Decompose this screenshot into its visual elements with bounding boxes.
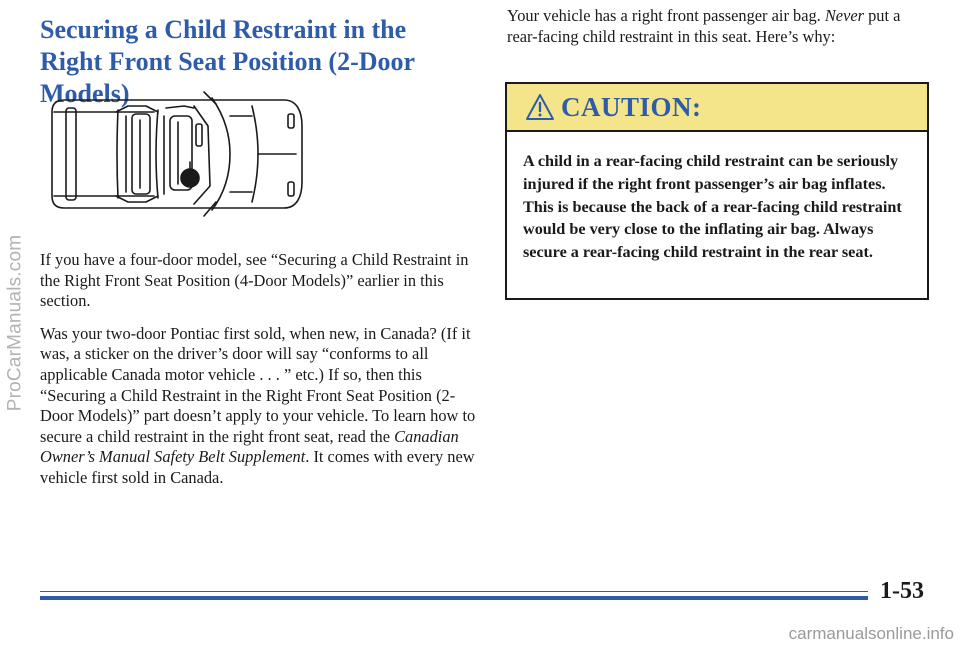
canada-note <box>40 324 482 489</box>
footer-rule-thick <box>40 596 868 600</box>
page-number: 1-53 <box>880 578 924 604</box>
caution-header <box>507 84 927 132</box>
bottom-watermark: carmanualsonline.info <box>788 624 954 643</box>
side-watermark <box>2 8 28 638</box>
warning-triangle-icon <box>525 93 555 121</box>
air-bag-intro-end: put a rear-facing child restraint in this seat. Here’s why: <box>507 6 901 46</box>
section-heading: Securing a Child Restraint in the Right Front Seat Position (2-Door Models) <box>40 15 415 108</box>
side-watermark-text: ProCarManuals.com <box>4 234 26 412</box>
air-bag-intro-text: Your vehicle has a right front passenger air bag. <box>507 6 825 25</box>
air-bag-intro <box>507 6 927 47</box>
car-top-view-illustration <box>44 86 308 220</box>
canada-note-end: . It comes with every new vehicle first sold in Canada. <box>40 447 475 487</box>
supplement-title: Canadian Owner’s Manual Safety Belt Supplement <box>40 426 459 467</box>
four-door-note: If you have a four-door model, see “Securing a Child Restraint in the Right Front Seat Position (4-Door Models)” earlier in this section. <box>40 250 469 311</box>
left-column-text <box>40 250 482 501</box>
never-emphasis: Never <box>824 6 865 25</box>
caution-box <box>505 82 929 300</box>
footer-rule-thin <box>40 591 868 592</box>
canada-note-text: Was your two-door Pontiac first sold, when new, in Canada? (If it was, a sticker on the driver’s door will say “conforms to all applicable Canada motor vehicle . . . ” etc.) If so, then this “Securing a Child Restraint in the Right Front Seat Position (2-Door Models)” part doesn’t apply to your vehicle. To learn how to secure a child restraint in the right front seat, read the <box>40 323 476 446</box>
caution-body: A child in a rear-facing child restraint can be seriously injured if the right front passenger’s air bag inflates. This is because the back of a rear-facing child restraint would be very close to the inflating air bag. Always secure a rear-facing child restraint in the rear seat. <box>523 152 902 262</box>
caution-title: CAUTION: <box>561 91 702 122</box>
